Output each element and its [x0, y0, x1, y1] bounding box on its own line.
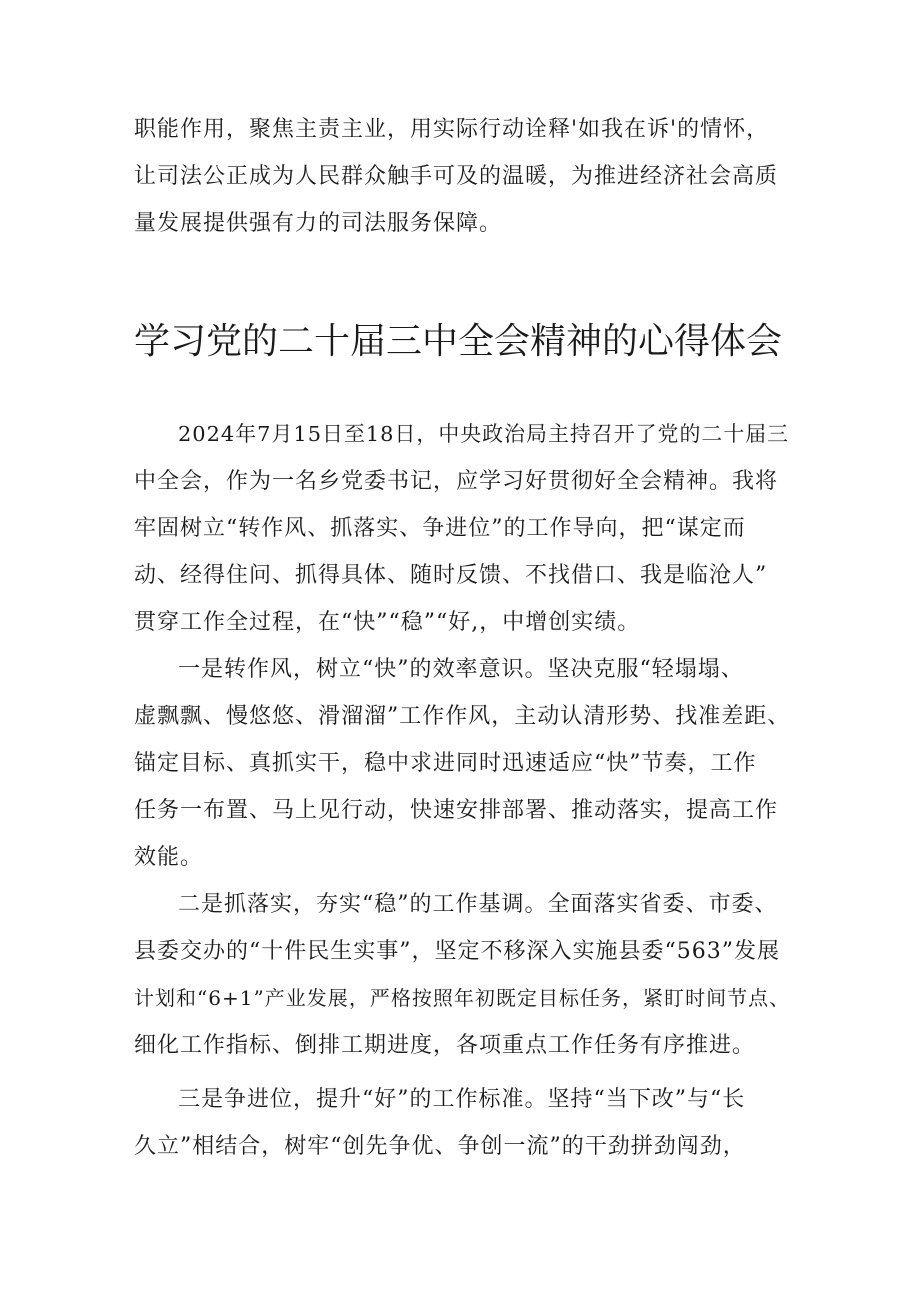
p1-line-2: 中全会，作为一名乡党委书记，应学习好贯彻好全会精神。我将 [134, 469, 779, 494]
p2-line-4: 任务一布置、马上见行动，快速安排部署、推动落实，提高工作 [134, 798, 779, 823]
p4-line-2: 久立”相结合，树牢“创先争优、争创一流”的干劲拼劲闯劲， [134, 1134, 746, 1159]
intro-line-2: 让司法公正成为人民群众触手可及的温暖，为推进经济社会高质 [134, 164, 779, 189]
intro-line-3: 量发展提供强有力的司法服务保障。 [134, 211, 503, 236]
p2-line-5: 效能。 [134, 845, 204, 870]
intro-paragraph [134, 106, 794, 247]
p2-line-1: 一是转作风，树立“快”的效率意识。坚决克服“轻塌塌、 [178, 657, 744, 682]
p1-line-5: 贯穿工作全过程，在“快”“稳”“好,，中增创实绩。 [134, 610, 641, 635]
p1-line-1: 2024年7月15日至18日，中央政治局主持召开了党的二十届三 [178, 422, 790, 446]
p1-line-4: 动、经得住问、抓得具体、随时反馈、不找借口、我是临沧人” [134, 563, 768, 588]
p3-line-4: 细化工作指标、倒排工期进度，各项重点工作任务有序推进。 [134, 1033, 756, 1058]
paragraph-3 [134, 881, 794, 1069]
p2-line-2: 虚飘飘、慢悠悠、滑溜溜”工作作风，主动认清形势、找准差距、 [134, 704, 791, 729]
p3-line-3: 计划和“6+1”产业发展，严格按照年初既定目标任务，紧盯时间节点、 [134, 986, 791, 1010]
p1-line-3: 牢固树立“转作风、抓落实、争进位”的工作导向，把“谋定而 [134, 516, 746, 541]
p3-line-2: 县委交办的“十件民生实事”，坚定不移深入实施县委“563”发展 [134, 939, 780, 964]
paragraph-2 [134, 646, 794, 881]
paragraph-1 [134, 411, 794, 646]
p2-line-3: 锚定目标、真抓实干，稳中求进同时迅速适应“快”节奏，工作 [134, 751, 757, 776]
p3-line-1: 二是抓落实，夯实“稳”的工作基调。全面落实省委、市委、 [178, 892, 778, 917]
article-title: 学习党的二十届三中全会精神的心得体会 [134, 321, 783, 362]
intro-line-1: 职能作用，聚焦主责主业，用实际行动诠释'如我在诉'的情怀， [134, 117, 770, 142]
paragraph-4 [134, 1076, 794, 1170]
p4-line-1: 三是争进位，提升“好”的工作标准。坚持“当下改”与“长 [178, 1087, 746, 1112]
